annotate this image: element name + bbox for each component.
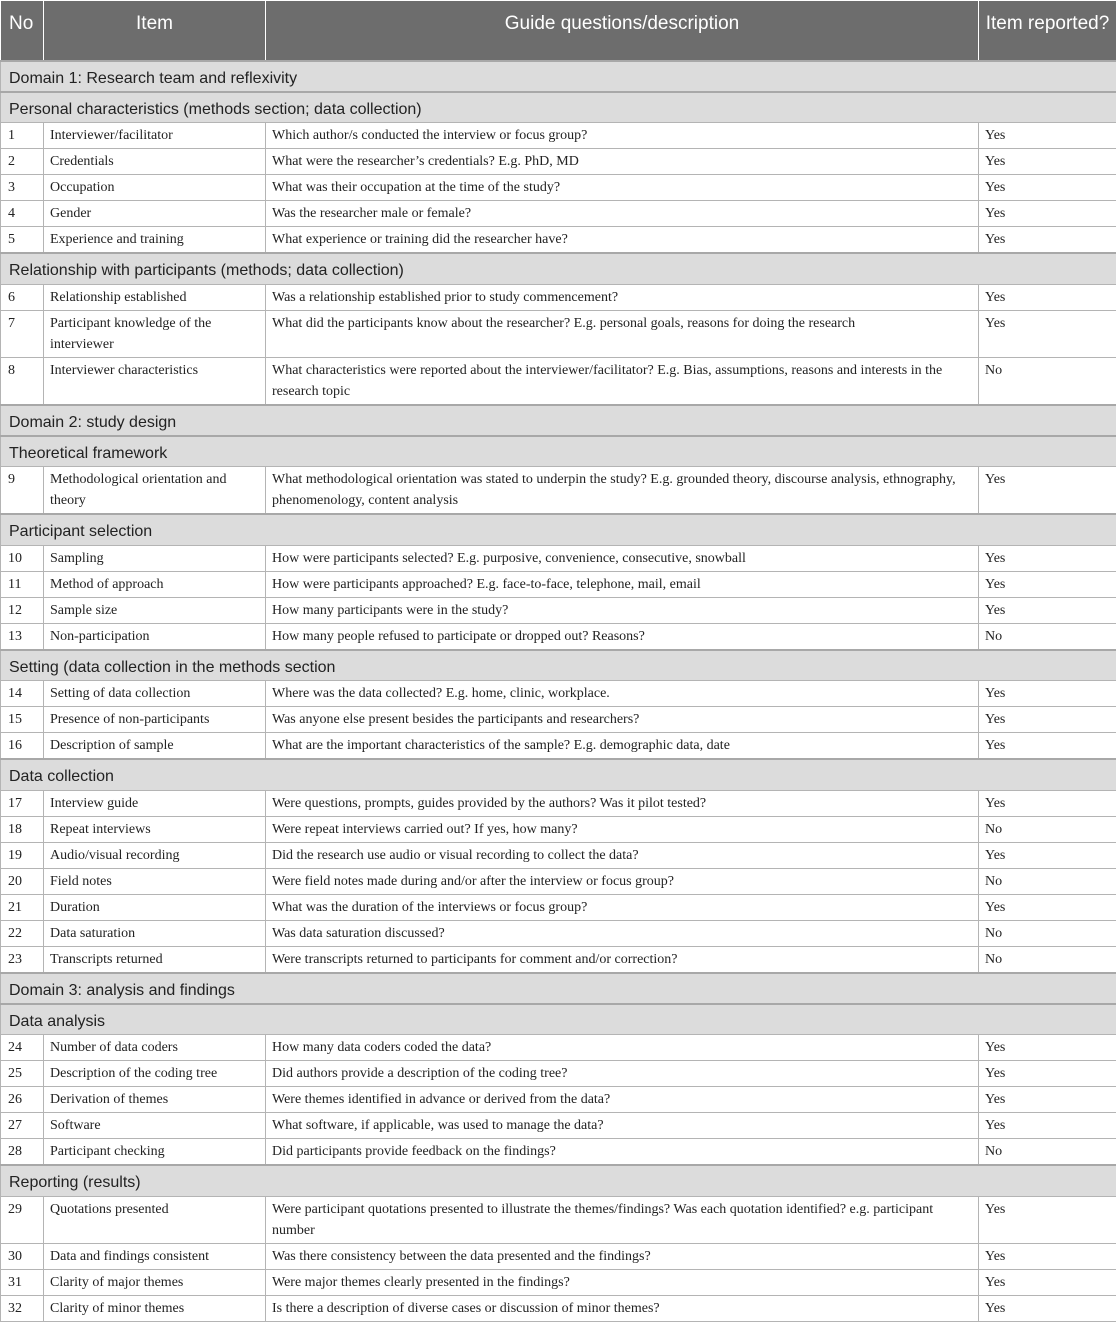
cell-description: Was the researcher male or female? [266, 201, 979, 227]
cell-description: How many participants were in the study? [266, 597, 979, 623]
cell-no: 19 [1, 842, 44, 868]
cell-reported: Yes [979, 1087, 1116, 1113]
cell-description: How many people refused to participate or dropped out? Reasons? [266, 623, 979, 650]
cell-description: Which author/s conducted the interview or focus group? [266, 123, 979, 149]
cell-description: What characteristics were reported about the interviewer/facilitator? E.g. Bias, assumptions, reasons and interests in the research topic [266, 357, 979, 405]
cell-description: Did the research use audio or visual recording to collect the data? [266, 842, 979, 868]
cell-no: 15 [1, 707, 44, 733]
cell-description: Were transcripts returned to participants for comment and/or correction? [266, 946, 979, 973]
cell-no: 26 [1, 1087, 44, 1113]
table-row [1, 545, 1116, 571]
table-row [1, 681, 1116, 707]
cell-item: Number of data coders [44, 1035, 266, 1061]
cell-no: 10 [1, 545, 44, 571]
table-row [1, 1243, 1116, 1269]
table-row [1, 946, 1116, 973]
cell-item: Data and findings consistent [44, 1243, 266, 1269]
cell-description: Were major themes clearly presented in the findings? [266, 1269, 979, 1295]
cell-item: Interview guide [44, 790, 266, 816]
cell-reported: Yes [979, 1035, 1116, 1061]
cell-no: 31 [1, 1269, 44, 1295]
cell-reported: Yes [979, 284, 1116, 310]
cell-description: What were the researcher’s credentials? E.g. PhD, MD [266, 149, 979, 175]
cell-no: 9 [1, 467, 44, 515]
cell-no: 25 [1, 1061, 44, 1087]
cell-item: Relationship established [44, 284, 266, 310]
cell-reported: No [979, 623, 1116, 650]
section-header-row [1, 514, 1116, 545]
table-row [1, 201, 1116, 227]
cell-item: Repeat interviews [44, 816, 266, 842]
table-row [1, 790, 1116, 816]
cell-description: Were questions, prompts, guides provided by the authors? Was it pilot tested? [266, 790, 979, 816]
cell-no: 21 [1, 894, 44, 920]
cell-reported: No [979, 920, 1116, 946]
cell-description: Did authors provide a description of the coding tree? [266, 1061, 979, 1087]
cell-item: Experience and training [44, 227, 266, 254]
cell-reported: No [979, 357, 1116, 405]
cell-description: Is there a description of diverse cases or discussion of minor themes? [266, 1295, 979, 1321]
cell-reported: Yes [979, 597, 1116, 623]
section-title: Participant selection [1, 514, 1116, 545]
cell-reported: Yes [979, 571, 1116, 597]
cell-description: What methodological orientation was stated to underpin the study? E.g. grounded theory, discourse analysis, ethnography, phenomenology, content analysis [266, 467, 979, 515]
section-header-row [1, 436, 1116, 467]
table-row [1, 357, 1116, 405]
cell-description: Was anyone else present besides the participants and researchers? [266, 707, 979, 733]
cell-item: Methodological orientation and theory [44, 467, 266, 515]
cell-reported: Yes [979, 149, 1116, 175]
cell-description: What are the important characteristics of the sample? E.g. demographic data, date [266, 733, 979, 760]
table-header [1, 1, 1116, 61]
cell-description: Was a relationship established prior to study commencement? [266, 284, 979, 310]
cell-no: 7 [1, 310, 44, 357]
cell-item: Gender [44, 201, 266, 227]
cell-description: What was the duration of the interviews or focus group? [266, 894, 979, 920]
cell-description: How many data coders coded the data? [266, 1035, 979, 1061]
section-title: Domain 2: study design [1, 405, 1116, 436]
cell-item: Sample size [44, 597, 266, 623]
section-title: Theoretical framework [1, 436, 1116, 467]
section-header-row [1, 1004, 1116, 1035]
cell-no: 24 [1, 1035, 44, 1061]
cell-description: What did the participants know about the researcher? E.g. personal goals, reasons for doing the research [266, 310, 979, 357]
cell-description: Were field notes made during and/or after the interview or focus group? [266, 868, 979, 894]
cell-reported: Yes [979, 175, 1116, 201]
cell-item: Sampling [44, 545, 266, 571]
section-title: Data analysis [1, 1004, 1116, 1035]
section-header-row [1, 253, 1116, 284]
cell-reported: Yes [979, 467, 1116, 515]
cell-no: 28 [1, 1139, 44, 1166]
cell-item: Occupation [44, 175, 266, 201]
table-row [1, 149, 1116, 175]
cell-no: 23 [1, 946, 44, 973]
cell-no: 18 [1, 816, 44, 842]
cell-description: What software, if applicable, was used to manage the data? [266, 1113, 979, 1139]
section-title: Relationship with participants (methods; data collection) [1, 253, 1116, 284]
section-title: Domain 3: analysis and findings [1, 973, 1116, 1004]
table-row [1, 920, 1116, 946]
cell-reported: Yes [979, 707, 1116, 733]
table-row [1, 1035, 1116, 1061]
table-row [1, 175, 1116, 201]
cell-no: 30 [1, 1243, 44, 1269]
section-header-row [1, 405, 1116, 436]
cell-reported: Yes [979, 310, 1116, 357]
cell-description: What was their occupation at the time of the study? [266, 175, 979, 201]
cell-reported: No [979, 946, 1116, 973]
section-title: Setting (data collection in the methods section [1, 650, 1116, 681]
header-row [1, 1, 1116, 61]
cell-no: 4 [1, 201, 44, 227]
header-item-reported: Item reported? [979, 1, 1116, 61]
section-header-row [1, 1165, 1116, 1196]
section-title: Reporting (results) [1, 1165, 1116, 1196]
cell-no: 16 [1, 733, 44, 760]
cell-no: 12 [1, 597, 44, 623]
cell-reported: Yes [979, 123, 1116, 149]
cell-no: 5 [1, 227, 44, 254]
cell-item: Clarity of minor themes [44, 1295, 266, 1321]
cell-no: 20 [1, 868, 44, 894]
header-no: No [1, 1, 44, 61]
table-row [1, 816, 1116, 842]
cell-no: 11 [1, 571, 44, 597]
table-row [1, 123, 1116, 149]
table-row [1, 310, 1116, 357]
cell-reported: Yes [979, 1269, 1116, 1295]
table-row [1, 1269, 1116, 1295]
cell-no: 3 [1, 175, 44, 201]
cell-item: Description of sample [44, 733, 266, 760]
cell-description: Were repeat interviews carried out? If yes, how many? [266, 816, 979, 842]
cell-no: 22 [1, 920, 44, 946]
table-row [1, 894, 1116, 920]
cell-reported: Yes [979, 733, 1116, 760]
cell-item: Interviewer characteristics [44, 357, 266, 405]
section-header-row [1, 92, 1116, 123]
cell-item: Software [44, 1113, 266, 1139]
cell-reported: Yes [979, 790, 1116, 816]
table-row [1, 1139, 1116, 1166]
cell-reported: Yes [979, 1113, 1116, 1139]
cell-description: Were participant quotations presented to illustrate the themes/findings? Was each quotation identified? e.g. participant number [266, 1196, 979, 1243]
cell-reported: Yes [979, 227, 1116, 254]
cell-item: Duration [44, 894, 266, 920]
cell-item: Description of the coding tree [44, 1061, 266, 1087]
cell-no: 1 [1, 123, 44, 149]
cell-no: 27 [1, 1113, 44, 1139]
cell-reported: Yes [979, 201, 1116, 227]
cell-reported: Yes [979, 681, 1116, 707]
section-header-row [1, 973, 1116, 1004]
table-row [1, 733, 1116, 760]
cell-item: Non-participation [44, 623, 266, 650]
section-title: Domain 1: Research team and reflexivity [1, 61, 1116, 92]
section-header-row [1, 759, 1116, 790]
table-row [1, 868, 1116, 894]
cell-reported: Yes [979, 1295, 1116, 1321]
cell-no: 32 [1, 1295, 44, 1321]
cell-reported: No [979, 868, 1116, 894]
table-row [1, 842, 1116, 868]
cell-no: 14 [1, 681, 44, 707]
table-row [1, 1196, 1116, 1243]
cell-no: 8 [1, 357, 44, 405]
table-row [1, 284, 1116, 310]
cell-item: Quotations presented [44, 1196, 266, 1243]
table-row [1, 571, 1116, 597]
cell-item: Field notes [44, 868, 266, 894]
cell-item: Setting of data collection [44, 681, 266, 707]
section-header-row [1, 650, 1116, 681]
table-row [1, 227, 1116, 254]
cell-item: Derivation of themes [44, 1087, 266, 1113]
cell-no: 2 [1, 149, 44, 175]
cell-description: Did participants provide feedback on the findings? [266, 1139, 979, 1166]
table-row [1, 707, 1116, 733]
table-body [1, 61, 1116, 1322]
cell-item: Method of approach [44, 571, 266, 597]
table-row [1, 1295, 1116, 1321]
cell-reported: No [979, 816, 1116, 842]
cell-item: Participant checking [44, 1139, 266, 1166]
table-row [1, 597, 1116, 623]
cell-item: Interviewer/facilitator [44, 123, 266, 149]
cell-reported: Yes [979, 842, 1116, 868]
cell-description: Was data saturation discussed? [266, 920, 979, 946]
cell-no: 17 [1, 790, 44, 816]
cell-no: 29 [1, 1196, 44, 1243]
header-description: Guide questions/description [266, 1, 979, 61]
cell-no: 13 [1, 623, 44, 650]
table-row [1, 623, 1116, 650]
table-row [1, 1087, 1116, 1113]
cell-item: Clarity of major themes [44, 1269, 266, 1295]
header-item: Item [44, 1, 266, 61]
cell-item: Data saturation [44, 920, 266, 946]
cell-description: Was there consistency between the data presented and the findings? [266, 1243, 979, 1269]
cell-description: What experience or training did the researcher have? [266, 227, 979, 254]
cell-description: How were participants approached? E.g. face-to-face, telephone, mail, email [266, 571, 979, 597]
cell-item: Participant knowledge of the interviewer [44, 310, 266, 357]
cell-item: Transcripts returned [44, 946, 266, 973]
cell-reported: Yes [979, 1243, 1116, 1269]
section-title: Personal characteristics (methods section; data collection) [1, 92, 1116, 123]
cell-no: 6 [1, 284, 44, 310]
cell-item: Audio/visual recording [44, 842, 266, 868]
table-row [1, 1113, 1116, 1139]
section-title: Data collection [1, 759, 1116, 790]
cell-item: Presence of non-participants [44, 707, 266, 733]
section-header-row [1, 61, 1116, 92]
cell-reported: Yes [979, 545, 1116, 571]
cell-description: Were themes identified in advance or derived from the data? [266, 1087, 979, 1113]
table-row [1, 1061, 1116, 1087]
cell-reported: Yes [979, 1061, 1116, 1087]
cell-item: Credentials [44, 149, 266, 175]
cell-description: Where was the data collected? E.g. home, clinic, workplace. [266, 681, 979, 707]
cell-description: How were participants selected? E.g. purposive, convenience, consecutive, snowball [266, 545, 979, 571]
cell-reported: Yes [979, 1196, 1116, 1243]
cell-reported: Yes [979, 894, 1116, 920]
table-row [1, 467, 1116, 515]
cell-reported: No [979, 1139, 1116, 1166]
